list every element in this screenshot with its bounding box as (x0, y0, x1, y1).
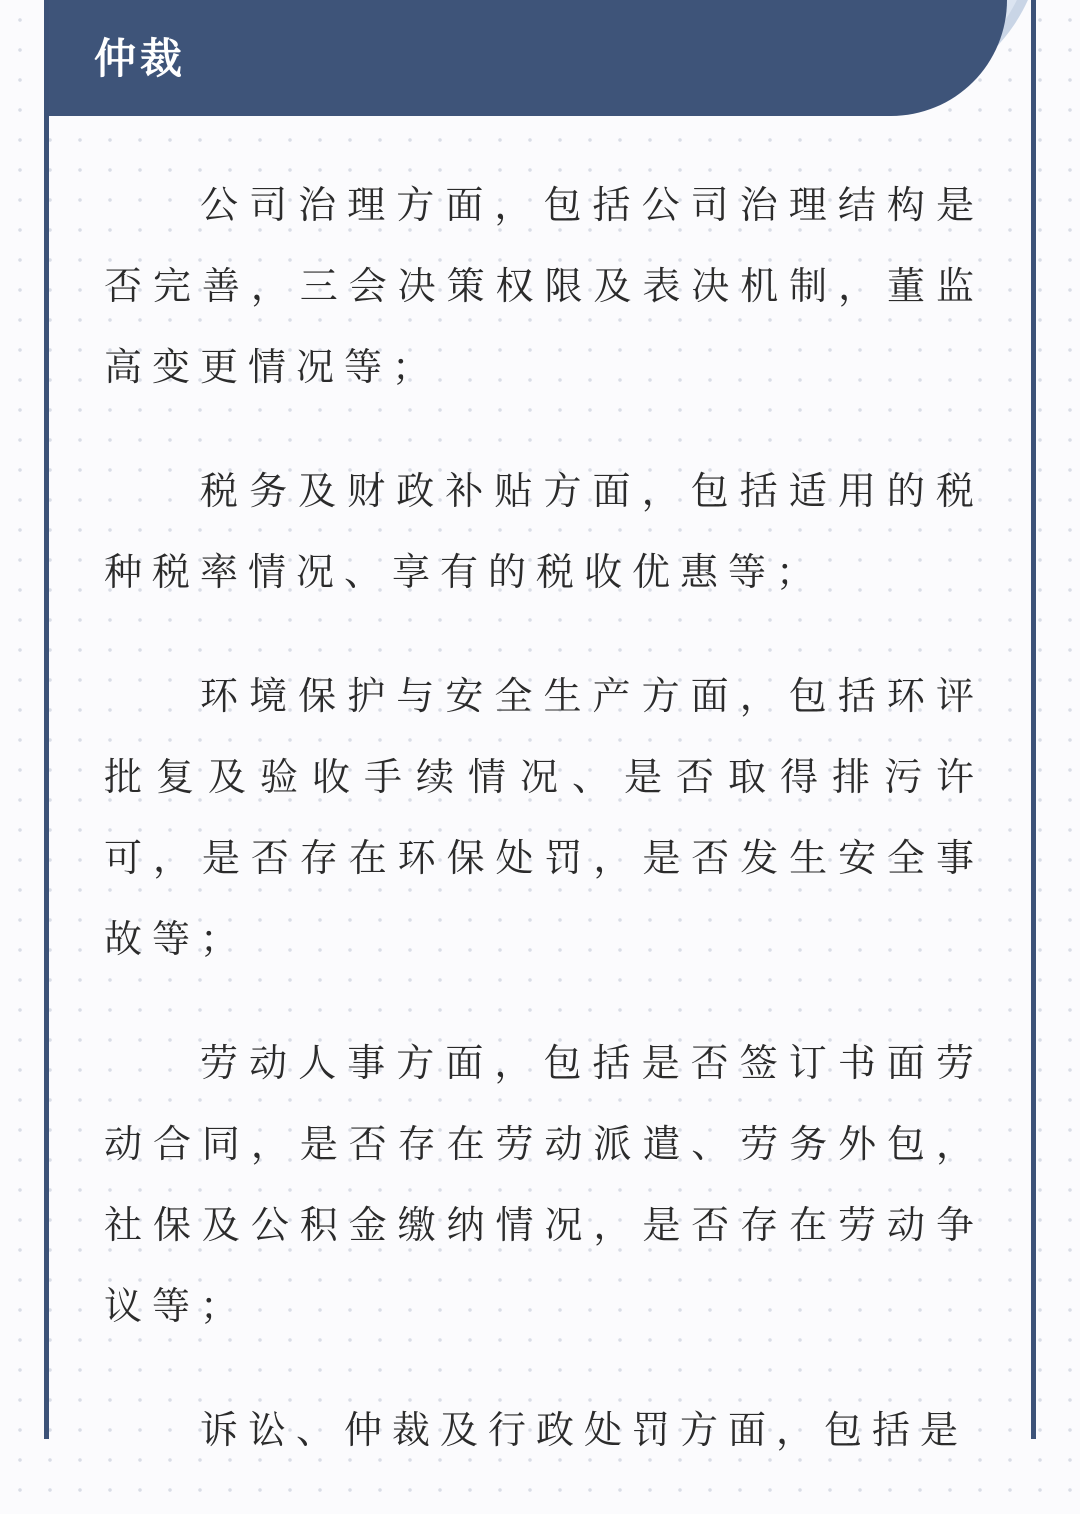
article-body (104, 165, 984, 1514)
paragraph-labor-personnel: 劳动人事方面，包括是否签订书面劳动合同，是否存在劳动派遣、劳务外包，社保及公积金缴纳情况，是否存在劳动争议等； (104, 1041, 984, 1328)
content-card (44, 0, 1036, 1452)
section-header (49, 0, 1007, 116)
header-title: 仲裁 (94, 34, 187, 83)
paragraph-litigation: 诉讼、仲裁及行政处罚方面，包括是 (200, 1408, 969, 1452)
paragraph-corporate-governance: 公司治理方面，包括公司治理结构是否完善，三会决策权限及表决机制，董监高变更情况等； (104, 183, 984, 389)
paragraph-environment-safety: 环境保护与安全生产方面，包括环评批复及验收手续情况、是否取得排污许可，是否存在环保处罚，是否发生安全事故等； (104, 674, 984, 961)
paragraph-tax-subsidy: 税务及财政补贴方面，包括适用的税种税率情况、享有的税收优惠等； (104, 469, 984, 594)
